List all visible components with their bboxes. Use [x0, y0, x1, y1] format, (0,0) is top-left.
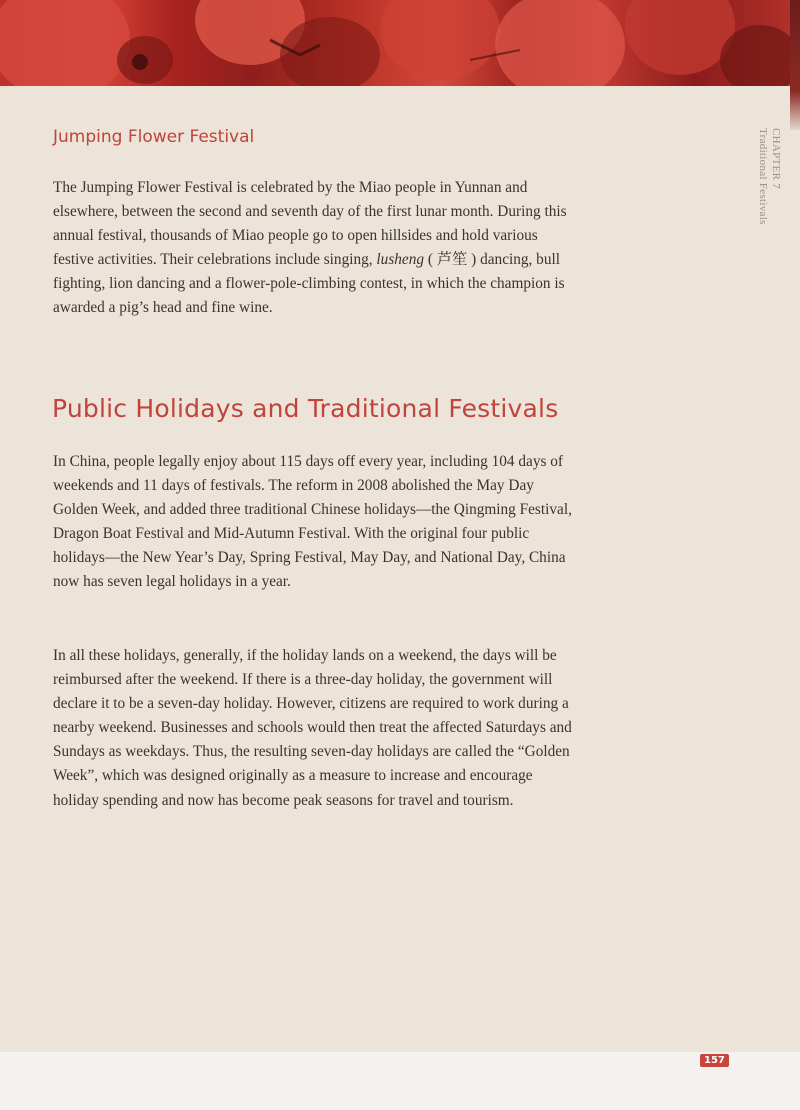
lantern-illustration: [0, 0, 790, 86]
lantern-banner-image: [0, 0, 790, 86]
holidays-paragraph-2: In all these holidays, generally, if the holiday lands on a weekend, the days will be reimbursed after the weekend. If there is a three-day holiday, the government will declare it to be a seven-day holiday. However, citizens are required to work during a nearby weekend. Businesses and schools would then treat the affected Saturdays and Sundays as weekdays. Thus, the resulting seven-day holidays are called the “Golden Week”, which was designed originally as a measure to increase and encourage holiday spending and now has become peak seasons for travel and tourism.: [53, 647, 572, 809]
section-heading-public-holidays: Public Holidays and Traditional Festivals: [52, 394, 559, 423]
section-heading-jumping-flower: Jumping Flower Festival: [53, 127, 255, 147]
chapter-label: CHAPTER 7: [770, 128, 782, 190]
page-number: 157: [700, 1054, 729, 1067]
paragraph-text-start: The Jumping Flower Festival is celebrated by the Miao people in Yunnan and elsewhere, between the second and seventh day of the first lunar month. During this annual festival, thousands of Miao people go to open hillsides and hold various festive activities. Their celebrations include singing,: [53, 179, 567, 269]
lusheng-chinese: ( 芦笙 ): [427, 251, 477, 269]
page-edge-strip: [790, 0, 800, 130]
jumping-flower-paragraph: [53, 176, 573, 321]
page-footer-band: [0, 1052, 800, 1110]
holidays-paragraph-1: In China, people legally enjoy about 115 days off every year, including 104 days of weekends and 11 days of festivals. The reform in 2008 abolished the May Day Golden Week, and added three traditional Chinese holidays—the Qingming Festival, Dragon Boat Festival and Mid-Autumn Festival. With the original four public holidays—the New Year’s Day, Spring Festival, May Day, and National Day, China now has seven legal holidays in a year.: [53, 453, 572, 591]
chapter-title: Traditional Festivals: [757, 128, 769, 225]
paragraph-text-end: dancing, bull fighting, lion dancing and a flower-pole-climbing contest, in which the champion is awarded a pig’s head and fine wine.: [53, 251, 565, 317]
lusheng-term: lusheng: [376, 251, 425, 269]
chapter-side-tab: [752, 128, 782, 258]
